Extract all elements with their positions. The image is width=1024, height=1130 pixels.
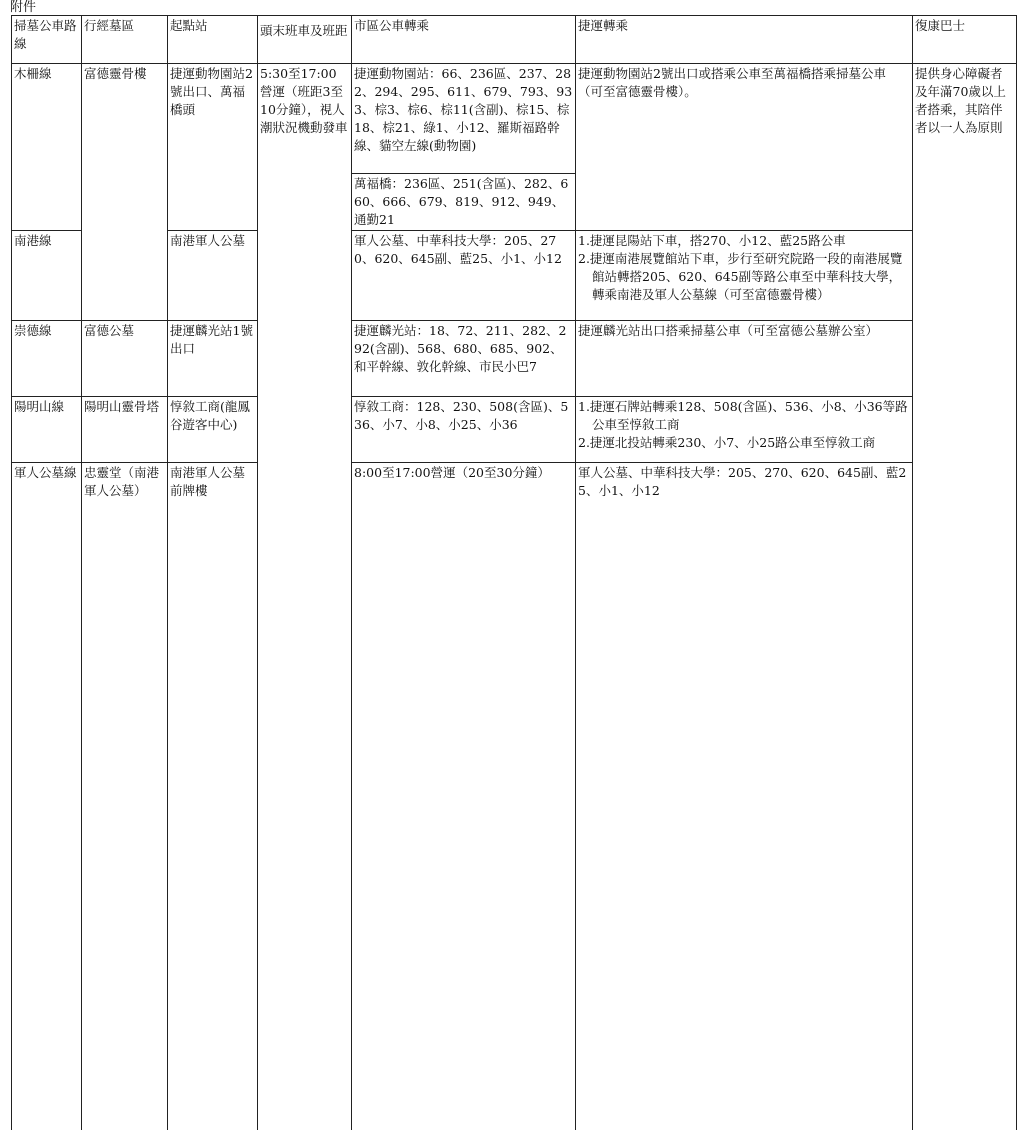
bus-cell: 萬福橋：236區、251(含區)、282、660、666、679、819、912、949、通勤21 [352,174,576,231]
mrt-cell [576,397,913,463]
table-row [12,64,1017,174]
table-row [12,397,1017,463]
start-cell: 惇敘工商(龍鳳谷遊客中心) [168,397,258,463]
start-cell: 捷運動物園站2號出口、萬福橋頭 [168,64,258,231]
table-header-row [12,16,1017,64]
bus-cell: 捷運動物園站：66、236區、237、282、294、295、611、679、793、933、棕3、棕6、棕11(含副)、棕15、棕18、棕21、綠1、小12、羅斯福路幹線、貓空左線(動物園) [352,64,576,174]
mrt-cell: 捷運麟光站出口搭乘掃墓公車（可至富德公墓辦公室） [576,321,913,397]
route-cell: 南港線 [12,231,82,321]
bus-cell: 惇敘工商：128、230、508(含區)、536、小7、小8、小25、小36 [352,397,576,463]
bus-cell: 捷運麟光站：18、72、211、282、292(含副)、568、680、685、902、和平幹線、敦化幹線、市民小巴7 [352,321,576,397]
rehab-cell: 提供身心障礙者及年滿70歲以上者搭乘，其陪伴者以一人為原則 [913,64,1017,1130]
route-cell: 崇德線 [12,321,82,397]
shuttle-route-table [11,15,1017,1130]
header-district: 行經墓區 [82,16,168,64]
time-cell: 5:30至17:00營運（班距3至10分鐘），視人潮狀況機動發車 [258,64,352,1130]
header-mrt: 捷運轉乘 [576,16,913,64]
mrt-step: 2.捷運北投站轉乘230、小7、小25路公車至惇敘工商 [578,434,910,452]
page-title: 附件 [10,0,36,16]
district-cell: 富德靈骨樓 [82,64,168,321]
bus-cell: 軍人公墓、中華科技大學：205、270、620、645副、藍25、小1、小12 [576,463,913,1130]
route-cell: 陽明山線 [12,397,82,463]
district-cell: 富德公墓 [82,321,168,397]
start-cell: 南港軍人公墓 [168,231,258,321]
district-cell: 忠靈堂（南港軍人公墓） [82,463,168,1130]
header-start: 起點站 [168,16,258,64]
mrt-step: 2.捷運南港展覽館站下車，步行至研究院路一段的南港展覽館站轉搭205、620、645副等路公車至中華科技大學，轉乘南港及軍人公墓線（可至富德靈骨樓） [578,250,910,304]
table-row [12,321,1017,397]
header-rehab: 復康巴士 [913,16,1017,64]
route-cell: 軍人公墓線 [12,463,82,1130]
start-cell: 南港軍人公墓前牌樓 [168,463,258,1130]
mrt-step: 1.捷運石牌站轉乘128、508(含區)、536、小8、小36等路公車至惇敘工商 [578,398,910,434]
mrt-cell: 捷運動物園站2號出口或搭乘公車至萬福橋搭乘掃墓公車（可至富德靈骨樓）。 [576,64,913,231]
header-bus: 市區公車轉乘 [352,16,576,64]
header-route: 掃墓公車路線 [12,16,82,64]
district-cell: 陽明山靈骨塔 [82,397,168,463]
start-cell: 捷運麟光站1號出口 [168,321,258,397]
mrt-step: 1.捷運昆陽站下車，搭270、小12、藍25路公車 [578,232,910,250]
mrt-cell [576,231,913,321]
time-cell: 8:00至17:00營運（20至30分鐘） [352,463,576,1130]
table-row [12,463,1017,1130]
bus-cell: 軍人公墓、中華科技大學：205、270、620、645副、藍25、小1、小12 [352,231,576,321]
header-time: 頭末班車及班距 [258,16,352,64]
route-cell: 木柵線 [12,64,82,231]
